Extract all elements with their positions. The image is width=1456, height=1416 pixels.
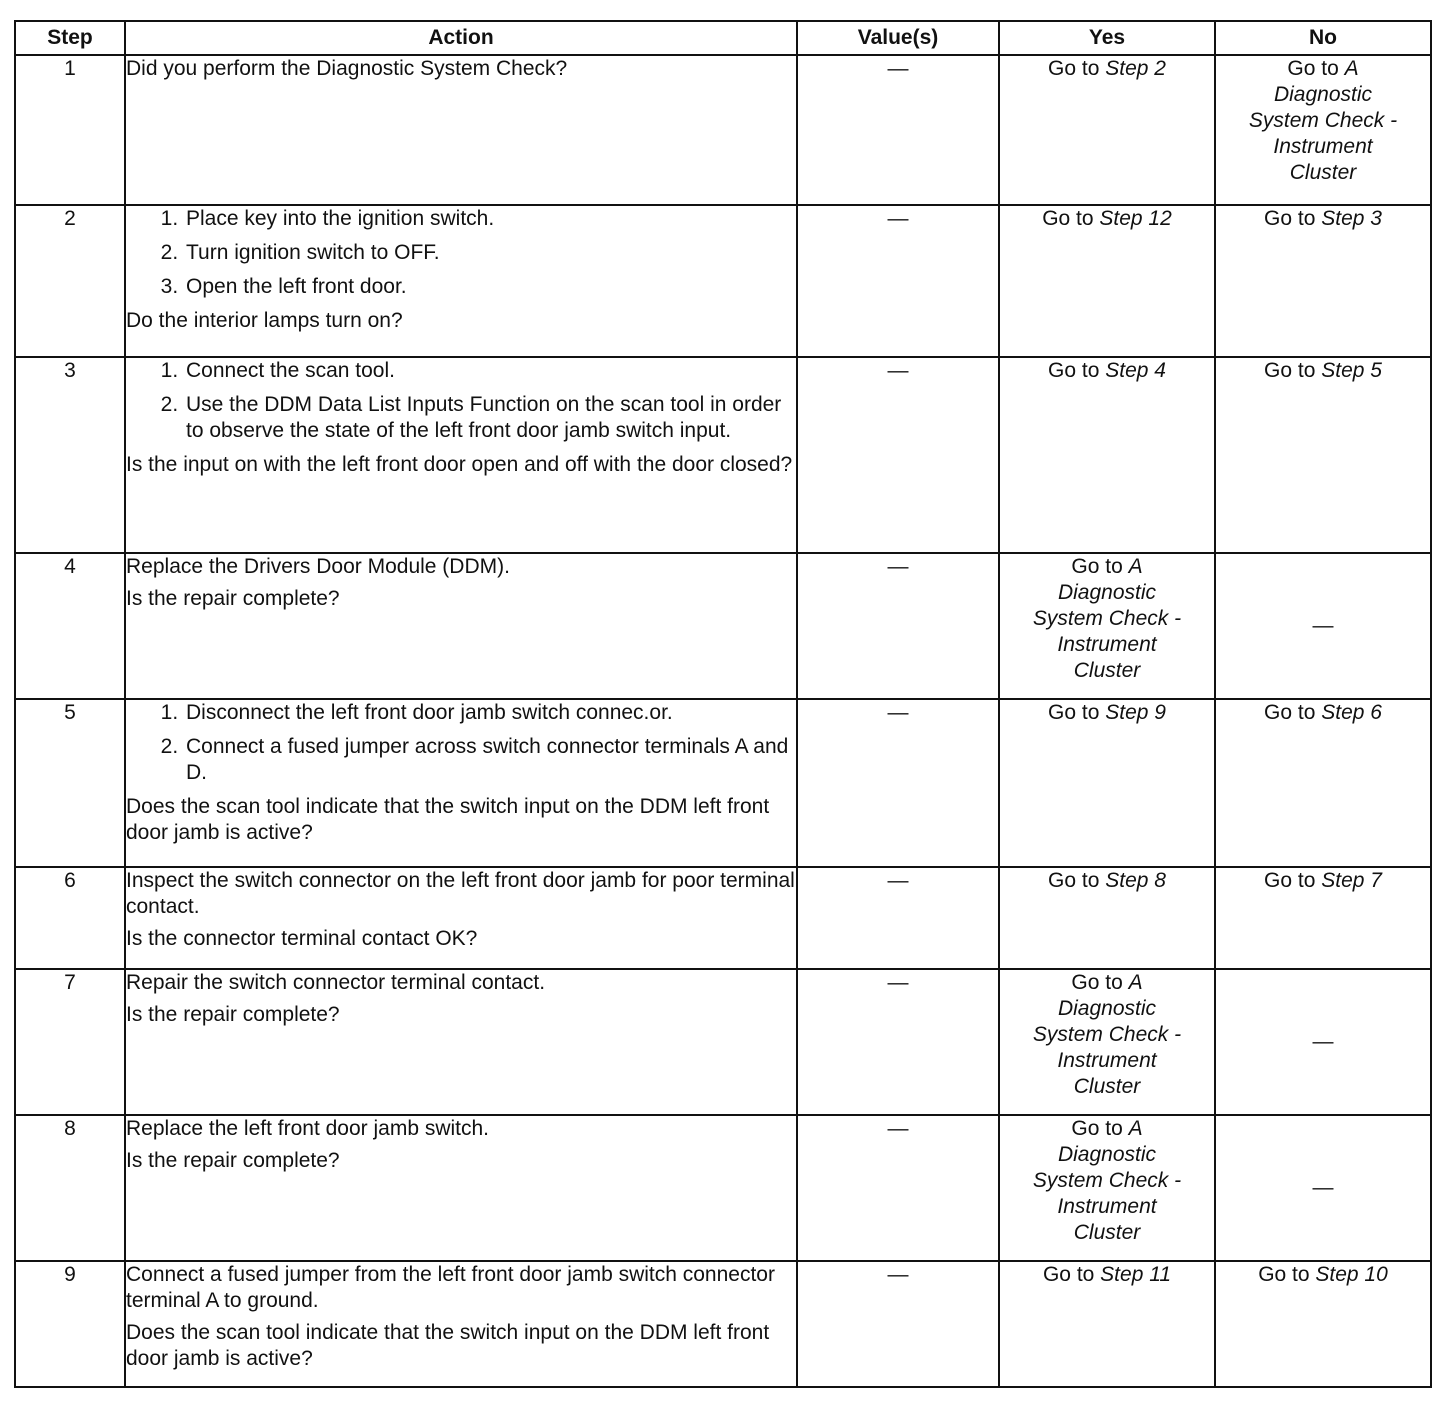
step-number: 5 [15, 699, 125, 867]
yes-goto[interactable] [1000, 554, 1214, 684]
value-cell: — [797, 553, 999, 699]
action-text: Is the repair complete? [126, 1003, 340, 1026]
value-cell: — [797, 205, 999, 357]
header-yes: Yes [999, 21, 1215, 55]
no-goto[interactable] [1216, 868, 1430, 894]
yes-cell [999, 357, 1215, 553]
step-number: 4 [15, 553, 125, 699]
no-cell [1215, 1115, 1431, 1261]
no-cell [1215, 553, 1431, 699]
yes-goto-ref-line: Diagnostic [1057, 1143, 1157, 1166]
header-values: Value(s) [797, 21, 999, 55]
header-step: Step [15, 21, 125, 55]
yes-cell [999, 205, 1215, 357]
action-text: Connect a fused jumper from the left front door jamb switch connector terminal A to ground. [126, 1263, 775, 1312]
yes-goto-prefix: Go to [1071, 555, 1129, 578]
value-cell: — [797, 1115, 999, 1261]
action-cell [125, 867, 797, 969]
table-row [15, 553, 1431, 699]
no-dash: — [1312, 1030, 1334, 1053]
step-number: 9 [15, 1261, 125, 1387]
table-row [15, 699, 1431, 867]
no-cell [1215, 55, 1431, 205]
action-step-item: 2. Turn ignition switch to OFF. [184, 240, 796, 266]
yes-goto-ref-line: Cluster [1073, 1221, 1141, 1244]
action-step-item: 2. Use the DDM Data List Inputs Function on the scan tool in order to observe the state of the left front door jamb switch input. [184, 392, 796, 444]
action-step-item: 2. Connect a fused jumper across switch connector terminals A and D. [184, 734, 796, 786]
yes-goto[interactable] [1000, 868, 1214, 894]
yes-goto-ref-line: Diagnostic [1057, 997, 1157, 1020]
yes-goto[interactable] [1000, 1262, 1214, 1288]
no-goto-ref-line: System Check - [1248, 109, 1398, 132]
no-goto[interactable] [1216, 206, 1430, 232]
yes-goto-ref[interactable]: Step 9 [1105, 701, 1166, 724]
no-goto-prefix: Go to [1264, 359, 1322, 382]
no-goto[interactable] [1216, 56, 1430, 186]
yes-goto[interactable] [1000, 206, 1214, 232]
step-number: 1 [15, 55, 125, 205]
no-goto-ref[interactable]: Step 10 [1315, 1263, 1388, 1286]
no-cell [1215, 205, 1431, 357]
value-cell: — [797, 867, 999, 969]
yes-goto-ref[interactable]: A [1128, 971, 1143, 994]
yes-goto-ref-line: System Check - [1032, 1023, 1182, 1046]
yes-cell [999, 55, 1215, 205]
action-steps-list [126, 700, 796, 786]
yes-goto[interactable] [1000, 1116, 1214, 1246]
table-row [15, 1115, 1431, 1261]
step-number: 2 [15, 205, 125, 357]
table-row [15, 969, 1431, 1115]
table-body [15, 55, 1431, 1387]
step-number: 6 [15, 867, 125, 969]
yes-goto-prefix: Go to [1042, 207, 1100, 230]
action-steps-list [126, 206, 796, 300]
value-cell: — [797, 357, 999, 553]
yes-goto-ref-line: Instrument [1057, 633, 1157, 656]
no-cell [1215, 1261, 1431, 1387]
yes-goto-prefix: Go to [1071, 1117, 1129, 1140]
no-goto-prefix: Go to [1287, 57, 1345, 80]
action-text: Is the repair complete? [126, 1149, 340, 1172]
action-text: Repair the switch connector terminal contact. [126, 971, 546, 994]
diagnostic-table [14, 20, 1432, 1388]
no-goto-ref-line: Diagnostic [1273, 83, 1373, 106]
action-text: Does the scan tool indicate that the switch input on the DDM left front door jamb is active? [126, 1321, 770, 1370]
table-row [15, 357, 1431, 553]
no-goto[interactable] [1216, 358, 1430, 384]
action-step-item: 1. Connect the scan tool. [184, 358, 796, 384]
no-cell [1215, 969, 1431, 1115]
no-goto-prefix: Go to [1264, 701, 1322, 724]
yes-goto-prefix: Go to [1071, 971, 1129, 994]
yes-goto-ref[interactable]: A [1128, 555, 1143, 578]
action-steps-list [126, 358, 796, 444]
header-row [15, 21, 1431, 55]
yes-goto[interactable] [1000, 970, 1214, 1100]
yes-cell [999, 699, 1215, 867]
yes-cell [999, 553, 1215, 699]
yes-goto-ref-line: Cluster [1073, 1075, 1141, 1098]
no-goto[interactable] [1216, 700, 1430, 726]
action-text: Replace the Drivers Door Module (DDM). [126, 555, 510, 578]
table-row [15, 55, 1431, 205]
value-cell: — [797, 55, 999, 205]
action-text: Do the interior lamps turn on? [126, 309, 403, 332]
no-cell [1215, 357, 1431, 553]
yes-goto[interactable] [1000, 358, 1214, 384]
yes-goto-prefix: Go to [1048, 359, 1106, 382]
header-action: Action [125, 21, 797, 55]
action-cell [125, 553, 797, 699]
step-number: 8 [15, 1115, 125, 1261]
table-row [15, 205, 1431, 357]
action-cell [125, 969, 797, 1115]
action-text: Inspect the switch connector on the left front door jamb for poor terminal contact. [126, 869, 795, 918]
no-goto-ref[interactable]: Step 5 [1321, 359, 1382, 382]
no-goto-prefix: Go to [1264, 869, 1322, 892]
yes-goto-prefix: Go to [1048, 701, 1106, 724]
value-cell: — [797, 1261, 999, 1387]
no-goto-prefix: Go to [1264, 207, 1322, 230]
yes-goto-line [1000, 554, 1214, 580]
action-cell [125, 205, 797, 357]
yes-goto-prefix: Go to [1048, 57, 1106, 80]
yes-goto-prefix: Go to [1042, 1263, 1101, 1286]
no-goto-ref-line: Instrument [1273, 135, 1373, 158]
yes-goto[interactable] [1000, 56, 1214, 82]
yes-goto-ref[interactable]: Step 2 [1105, 57, 1166, 80]
action-step-item: 3. Open the left front door. [184, 274, 796, 300]
no-goto-ref[interactable]: Step 6 [1321, 701, 1382, 724]
table-row [15, 867, 1431, 969]
yes-goto-ref-line: Diagnostic [1057, 581, 1157, 604]
yes-goto-ref[interactable]: Step 12 [1099, 207, 1172, 230]
value-cell: — [797, 969, 999, 1115]
yes-goto-ref-line: Instrument [1057, 1195, 1157, 1218]
action-cell [125, 1115, 797, 1261]
action-text: Is the repair complete? [126, 587, 340, 610]
action-cell [125, 699, 797, 867]
yes-cell [999, 867, 1215, 969]
yes-goto-ref-line: System Check - [1032, 607, 1182, 630]
yes-cell [999, 1261, 1215, 1387]
yes-goto-line [1000, 970, 1214, 996]
action-cell [125, 55, 797, 205]
action-step-item: 1. Disconnect the left front door jamb switch connec.or. [184, 700, 796, 726]
no-goto-ref-line: Cluster [1289, 161, 1357, 184]
no-cell [1215, 867, 1431, 969]
action-text: Is the input on with the left front door open and off with the door closed? [126, 453, 793, 476]
step-number: 7 [15, 969, 125, 1115]
action-text: Replace the left front door jamb switch. [126, 1117, 490, 1140]
action-cell [125, 1261, 797, 1387]
value-cell: — [797, 699, 999, 867]
yes-goto-line [1000, 1116, 1214, 1142]
no-goto-line [1216, 56, 1430, 82]
yes-goto-ref[interactable]: Step 8 [1105, 869, 1166, 892]
yes-goto-ref-line: Cluster [1073, 659, 1141, 682]
yes-goto-ref[interactable]: Step 4 [1105, 359, 1166, 382]
no-goto-ref[interactable]: A [1344, 57, 1359, 80]
action-cell [125, 357, 797, 553]
no-dash: — [1312, 1176, 1334, 1199]
no-goto[interactable] [1216, 1262, 1430, 1288]
header-no: No [1215, 21, 1431, 55]
yes-goto-ref-line: System Check - [1032, 1169, 1182, 1192]
action-text: Did you perform the Diagnostic System Check? [126, 57, 568, 80]
yes-goto-ref[interactable]: A [1128, 1117, 1143, 1140]
yes-goto-prefix: Go to [1048, 869, 1106, 892]
yes-cell [999, 1115, 1215, 1261]
step-number: 3 [15, 357, 125, 553]
no-goto-prefix: Go to [1258, 1263, 1316, 1286]
yes-goto[interactable] [1000, 700, 1214, 726]
action-text: Is the connector terminal contact OK? [126, 927, 478, 950]
no-goto-ref[interactable]: Step 3 [1321, 207, 1382, 230]
yes-goto-ref-line: Instrument [1057, 1049, 1157, 1072]
no-dash: — [1312, 614, 1334, 637]
action-text: Does the scan tool indicate that the switch input on the DDM left front door jamb is active? [126, 795, 770, 844]
action-step-item: 1. Place key into the ignition switch. [184, 206, 796, 232]
no-cell [1215, 699, 1431, 867]
table-row [15, 1261, 1431, 1387]
yes-goto-ref[interactable]: Step 11 [1100, 1263, 1172, 1286]
yes-cell [999, 969, 1215, 1115]
no-goto-ref[interactable]: Step 7 [1321, 869, 1382, 892]
